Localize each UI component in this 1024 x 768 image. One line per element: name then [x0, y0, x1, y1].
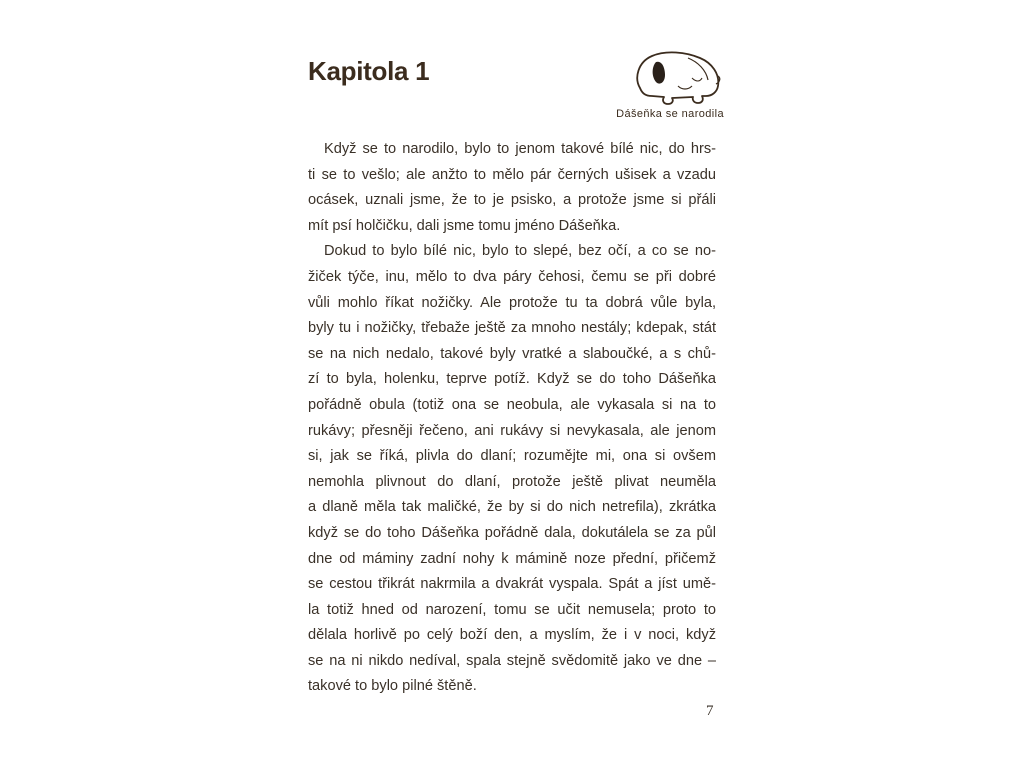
chapter-subtitle: Dášeňka se narodila — [616, 108, 724, 120]
text-line: se cestou třikrát nakrmila a dvakrát vyspala. Spát a jíst umě- — [308, 576, 716, 593]
text-line: ocásek, uznali jsme, že to je psisko, a protože jsme si přáli — [308, 192, 716, 209]
text-line: si, jak se říká, plivla do dlaní; rozumějte mi, ona si ovšem — [308, 448, 716, 465]
text-line: zí to byla, holenku, teprve potíž. Když se do toho Dášeňka — [308, 371, 716, 388]
text-line: žiček týče, inu, mělo to dva páry čehosi, čemu se při dobré — [308, 268, 716, 285]
text-line: ti se to vešlo; ale anžto to mělo pár černých ušisek a vzadu — [308, 166, 716, 183]
page-number: 7 — [706, 703, 714, 719]
text-line: se na nich nedalo, takové byly vratké a slaboučké, a s chů- — [308, 345, 716, 362]
text-line: la totiž hned od narození, tomu se učit nemusela; proto to — [308, 601, 716, 618]
text-line: se na ni nikdo nedíval, spala stejně svědomitě jako ve dne – — [308, 652, 716, 669]
text-line: mít psí holčičku, dali jsme tomu jméno Dášeňka. — [308, 217, 621, 234]
text-line: a dlaně měla tak maličké, že by si do nich netrefila), zkrátka — [308, 499, 716, 516]
sleeping-puppy-icon — [632, 48, 722, 106]
text-line: pořádně obula (totiž ona se neobula, ale vykasala si na to — [308, 396, 716, 413]
text-line: když se do toho Dášeňka pořádně dala, dokutálela se za půl — [308, 524, 716, 541]
text-line: dne od máminy zadní nohy k mámině noze přední, přičemž — [308, 550, 716, 567]
text-line: vůli mohlo říkat nožičky. Ale protože tu ta dobrá vůle byla, — [308, 294, 716, 311]
chapter-title: Kapitola 1 — [308, 56, 430, 86]
text-line: takové to bylo pilné štěně. — [308, 678, 477, 695]
text-line: byly tu i nožičky, třebaže ještě za mnoho nestály; kdepak, stát — [308, 320, 716, 337]
text-line: dělala horlivě po celý boží den, a myslím, že i v noci, když — [308, 627, 716, 644]
text-line: rukávy; přesněji řečeno, ani rukávy si nevykasala, ale jenom — [308, 422, 716, 439]
chapter-body — [308, 137, 716, 700]
text-line: nemohla plivnout do dlaní, protože ještě plivat neuměla — [308, 473, 716, 490]
text-line: Dokud to bylo bílé nic, bylo to slepé, bez očí, a co se no- — [324, 243, 716, 260]
text-line: Když se to narodilo, bylo to jenom takové bílé nic, do hrs- — [324, 141, 716, 157]
